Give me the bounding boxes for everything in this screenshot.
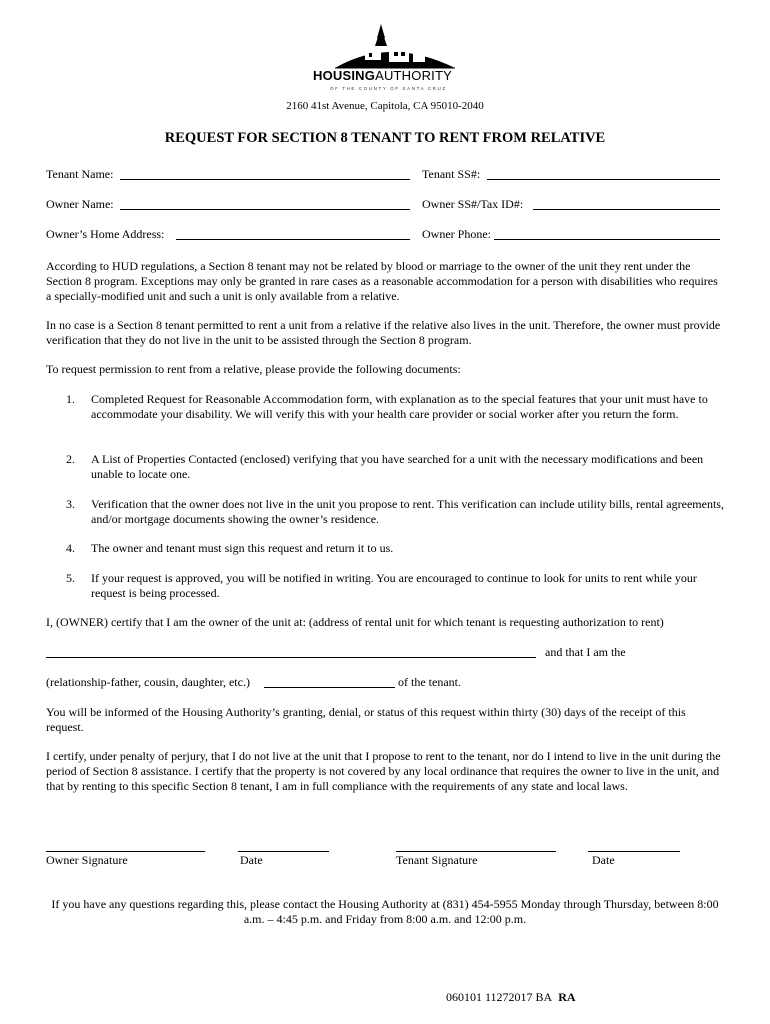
- logo-wordmark: HOUSINGAUTHORITY: [313, 68, 452, 83]
- form-code-suffix: RA: [558, 990, 576, 1004]
- owner-address-label: Owner’s Home Address:: [46, 227, 165, 241]
- list-item-number: 4.: [66, 541, 75, 555]
- owner-name-label: Owner Name:: [46, 197, 114, 211]
- rental-address-field[interactable]: [46, 657, 536, 658]
- documents-intro: To request permission to rent from a relative, please provide the following documents:: [46, 362, 461, 376]
- tenant-date-label: Date: [592, 853, 615, 867]
- list-item: The owner and tenant must sign this request and return it to us.: [91, 541, 394, 555]
- informed-paragraph: You will be informed of the Housing Authority’s granting, denial, or status of this request within thirty (30) days of the receipt of this request.: [46, 705, 686, 734]
- contact-footer: If you have any questions regarding this, please contact the Housing Authority at (831) 454-5955 Monday through Thursday, between 8:00 a.m. – 4:45 p.m. and Friday from 8:00 a.m. and 12:00 p.m.: [51, 897, 719, 926]
- owner-date-label: Date: [240, 853, 263, 867]
- logo-subtitle: OF THE COUNTY OF SANTA CRUZ: [330, 86, 447, 91]
- form-title: REQUEST FOR SECTION 8 TENANT TO RENT FROM RELATIVE: [164, 130, 606, 146]
- tenant-signature-label: Tenant Signature: [396, 853, 478, 867]
- owner-certify-text: I, (OWNER) certify that I am the owner of the unit at: (address of rental unit for which tenant is requesting authorization to rent): [46, 615, 664, 629]
- agency-address: 2160 41st Avenue, Capitola, CA 95010-2040: [286, 100, 484, 112]
- list-item-number: 3.: [66, 497, 75, 511]
- owner-ss-field[interactable]: [533, 209, 720, 210]
- tenant-signature-line[interactable]: [396, 851, 556, 852]
- list-item: Completed Request for Reasonable Accommodation form, with explanation as to the special features that your unit must have to accommodate your disability. We will verify this with your health care provider or social worker after you return the form.: [91, 392, 708, 421]
- list-item-number: 2.: [66, 452, 75, 466]
- form-code-number: 060101 11272017 BA: [446, 990, 553, 1004]
- owner-date-line[interactable]: [238, 851, 329, 852]
- owner-address-field[interactable]: [176, 239, 410, 240]
- perjury-paragraph: I certify, under penalty of perjury, that I do not live at the unit that I propose to rent to the tenant, nor do I intend to live in the unit during the period of Section 8 assistance. I certify that the property is not covered by any local ordinance that requires the owner to live in the unit, and that by renting to this specific Section 8 tenant, I am in full compliance with the requirements of any state and local laws.: [46, 749, 721, 793]
- relationship-label: (relationship-father, cousin, daughter, etc.): [46, 675, 250, 689]
- tenant-name-label: Tenant Name:: [46, 167, 114, 181]
- and-that-text: and that I am the: [545, 645, 626, 659]
- owner-signature-line[interactable]: [46, 851, 205, 852]
- owner-signature-label: Owner Signature: [46, 853, 128, 867]
- list-item-number: 5.: [66, 571, 75, 585]
- tenant-ss-field[interactable]: [487, 179, 720, 180]
- list-item: If your request is approved, you will be notified in writing. You are encouraged to continue to look for units to rent while your request is being processed.: [91, 571, 697, 600]
- hud-regulations-paragraph: According to HUD regulations, a Section 8 tenant may not be related by blood or marriage to the owner of the unit they rent under the Section 8 program. Exceptions may only be granted in rare cases as a reasonable accommodation for a person with disabilities who requires a specially-modified unit and such a unit is only available from a relative.: [46, 259, 718, 303]
- tenant-date-line[interactable]: [588, 851, 680, 852]
- owner-phone-field[interactable]: [494, 239, 720, 240]
- of-tenant-text: of the tenant.: [398, 675, 461, 689]
- list-item: Verification that the owner does not live in the unit you propose to rent. This verification can include utility bills, rental agreements, and/or mortgage documents showing the owner’s residence.: [91, 497, 724, 526]
- relationship-field[interactable]: [264, 687, 395, 688]
- form-code: [446, 990, 576, 1005]
- owner-phone-label: Owner Phone:: [422, 227, 491, 241]
- tenant-name-field[interactable]: [120, 179, 410, 180]
- owner-name-field[interactable]: [120, 209, 410, 210]
- tenant-ss-label: Tenant SS#:: [422, 167, 481, 181]
- list-item-number: 1.: [66, 392, 75, 406]
- list-item: A List of Properties Contacted (enclosed) verifying that you have searched for a unit with the necessary modifications and been unable to locate one.: [91, 452, 704, 481]
- relative-lives-paragraph: In no case is a Section 8 tenant permitted to rent a unit from a relative if the relative also lives in the unit. Therefore, the owner must provide verification that they do not live in the unit to be assisted through the Section 8 program.: [46, 318, 721, 347]
- owner-ss-label: Owner SS#/Tax ID#:: [422, 197, 524, 211]
